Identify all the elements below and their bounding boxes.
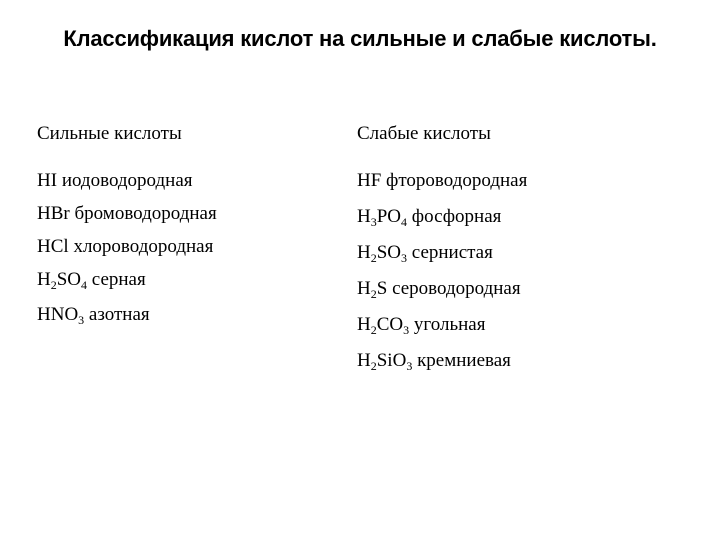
acid-formula — [357, 278, 387, 299]
acid-name: фтороводородная — [386, 170, 528, 191]
formula-subscript: 3 — [370, 215, 377, 229]
formula-subscript: 3 — [78, 313, 85, 327]
acid-name: азотная — [88, 304, 150, 325]
acid-name: кремниевая — [417, 350, 511, 371]
formula-element: H — [357, 350, 371, 371]
acid-item — [37, 235, 217, 259]
formula-element: HNO — [37, 304, 79, 325]
acid-formula — [357, 314, 409, 335]
formula-element: HF — [357, 170, 382, 191]
acid-item — [37, 303, 217, 327]
acid-formula — [37, 236, 69, 257]
formula-element: H — [357, 242, 371, 263]
formula-subscript: 2 — [370, 323, 377, 337]
formula-element: H — [37, 269, 51, 290]
weak-acids-heading: Слабые кислоты — [357, 123, 491, 144]
strong-acids-column — [37, 120, 217, 338]
formula-subscript: 3 — [406, 359, 413, 373]
formula-element: H — [357, 278, 371, 299]
acid-item — [37, 169, 217, 193]
acid-formula — [357, 350, 412, 371]
weak-acids-list — [357, 169, 527, 373]
formula-element: S — [376, 278, 388, 299]
weak-acids-column — [357, 120, 527, 385]
acid-formula — [357, 206, 407, 227]
acid-item — [357, 205, 527, 229]
formula-subscript: 3 — [401, 251, 408, 265]
acid-item — [37, 268, 217, 292]
acid-formula — [37, 269, 87, 290]
acid-name: сернистая — [411, 242, 493, 263]
formula-subscript: 2 — [370, 287, 377, 301]
acid-item — [357, 277, 527, 301]
formula-subscript: 3 — [403, 323, 410, 337]
acid-name: серная — [91, 269, 146, 290]
formula-element: SO — [376, 242, 402, 263]
acid-item — [357, 349, 527, 373]
acid-formula — [357, 170, 381, 191]
acid-name: фосфорная — [411, 206, 502, 227]
formula-element: HCl — [37, 236, 69, 257]
formula-element: H — [357, 314, 371, 335]
acid-formula — [37, 203, 70, 224]
acid-name: угольная — [413, 314, 486, 335]
formula-element: SiO — [376, 350, 407, 371]
formula-subscript: 2 — [370, 359, 377, 373]
formula-element: SO — [56, 269, 82, 290]
formula-element: H — [357, 206, 371, 227]
formula-subscript: 2 — [50, 278, 57, 292]
acid-item — [37, 202, 217, 226]
page-title: Классификация кислот на сильные и слабые кислоты. — [63, 26, 657, 51]
acid-item — [357, 241, 527, 265]
acid-name: сероводородная — [392, 278, 521, 299]
acid-item — [357, 313, 527, 337]
acid-formula — [37, 170, 57, 191]
acid-item — [357, 169, 527, 193]
acid-name: бромоводородная — [74, 203, 217, 224]
formula-subscript: 4 — [81, 278, 88, 292]
acid-name: хлороводородная — [73, 236, 214, 257]
acid-name: иодоводородная — [61, 170, 193, 191]
acid-formula — [37, 304, 84, 325]
formula-subscript: 2 — [370, 251, 377, 265]
strong-acids-heading: Сильные кислоты — [37, 123, 182, 144]
formula-element: HI — [37, 170, 58, 191]
formula-element: CO — [376, 314, 404, 335]
formula-subscript: 4 — [401, 215, 408, 229]
formula-element: HBr — [37, 203, 70, 224]
strong-acids-list — [37, 169, 217, 327]
formula-element: PO — [376, 206, 402, 227]
acid-formula — [357, 242, 407, 263]
